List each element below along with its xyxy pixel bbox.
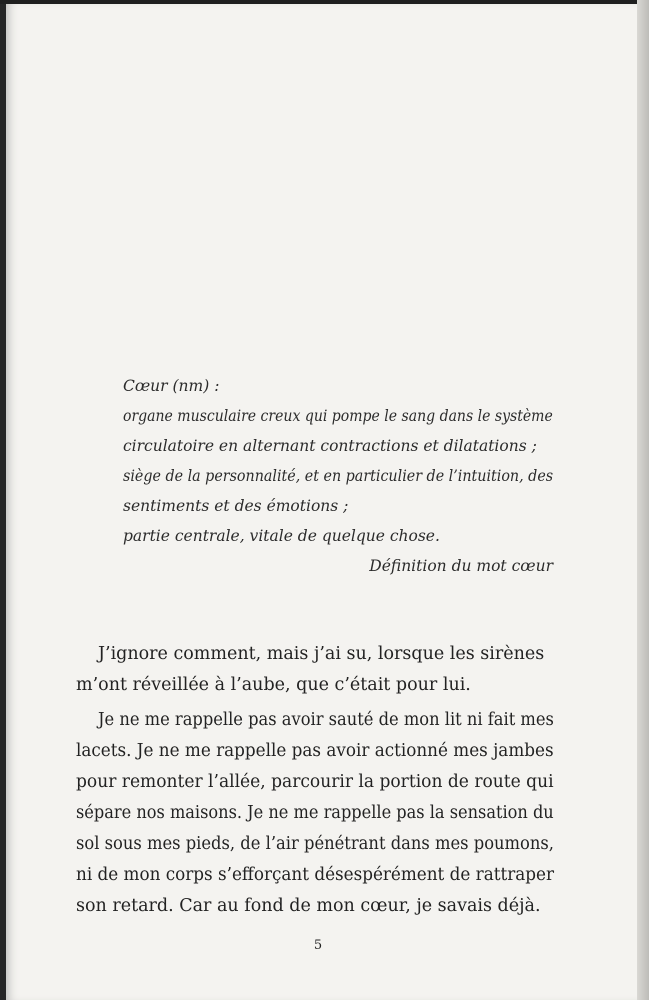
page-number: 5 [313, 938, 323, 953]
epigraph-line-6: partie centrale, vitale de quelque chose. [123, 527, 440, 545]
body-p2-line-7: son retard. Car au fond de mon cœur, je savais déjà. [76, 896, 541, 916]
epigraph-line-4: siège de la personnalité, et en particulier de l’intuition, des [123, 467, 554, 485]
body-p2-line-3: pour remonter l’allée, parcourir la portion de route qui [76, 772, 554, 792]
body-p1-line-2: m’ont réveillée à l’aube, que c’était pour lui. [76, 675, 471, 695]
paper-sheet [6, 4, 637, 1000]
epigraph-line-1: Cœur (nm) : [123, 377, 220, 395]
body-p2-line-1: Je ne me rappelle pas avoir sauté de mon lit ni fait mes [98, 710, 554, 730]
book-right-edge [637, 0, 649, 1000]
epigraph-line-3: circulatoire en alternant contractions et dilatations ; [123, 437, 537, 455]
body-p1-line-1: J’ignore comment, mais j’ai su, lorsque les sirènes [98, 644, 545, 664]
epigraph-line-2: organe musculaire creux qui pompe le sang dans le système [123, 407, 553, 425]
epigraph-line-5: sentiments et des émotions ; [123, 497, 349, 515]
body-p2-line-6: ni de mon corps s’efforçant désespérément de rattraper [76, 865, 554, 885]
epigraph-attribution: Définition du mot cœur [369, 557, 553, 575]
body-p2-line-4: sépare nos maisons. Je ne me rappelle pas la sensation du [76, 803, 554, 823]
body-p2-line-5: sol sous mes pieds, de l’air pénétrant dans mes poumons, [76, 834, 554, 854]
body-p2-line-2: lacets. Je ne me rappelle pas avoir actionné mes jambes [76, 741, 554, 761]
